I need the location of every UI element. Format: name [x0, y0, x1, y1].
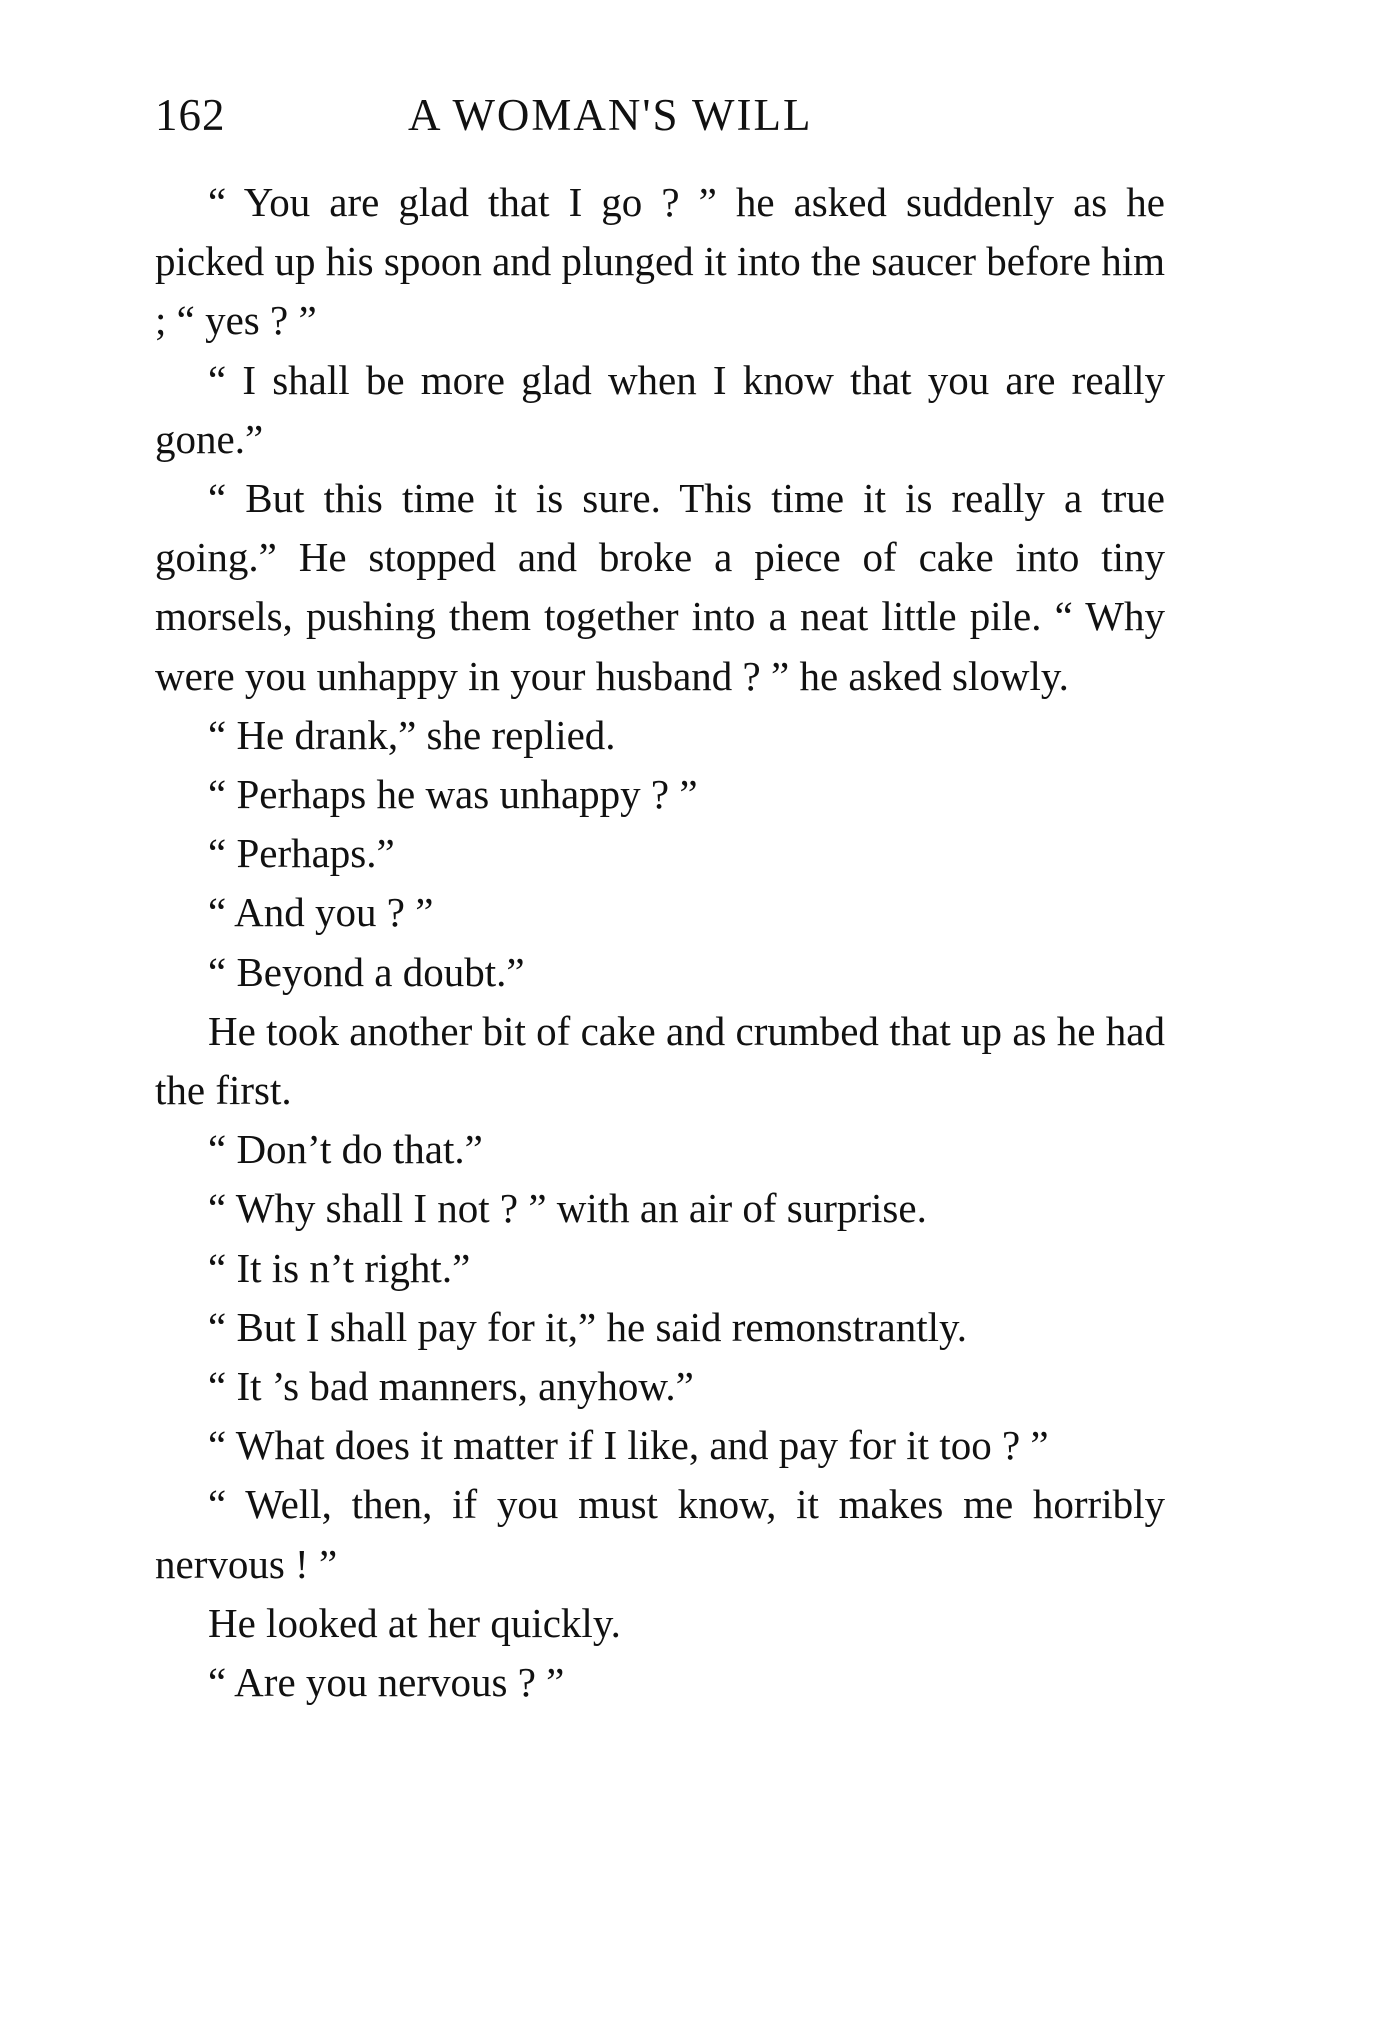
paragraph: “ I shall be more glad when I know that you are really gone.”: [155, 356, 1165, 462]
paragraph: “ Beyond a doubt.”: [208, 948, 525, 995]
paragraph: “ Why shall I not ? ” with an air of surprise.: [208, 1185, 927, 1232]
paragraph: “ And you ? ”: [208, 889, 434, 936]
paragraph: “ Are you nervous ? ”: [208, 1659, 565, 1706]
page-header: [155, 85, 1165, 145]
paragraph: “ He drank,” she replied.: [208, 711, 616, 758]
running-title: A WOMAN'S WILL: [408, 90, 813, 140]
paragraph: “ Well, then, if you must know, it makes me horribly nervous ! ”: [155, 1481, 1165, 1587]
paragraph: “ Don’t do that.”: [208, 1126, 483, 1173]
paragraph: “ Perhaps he was unhappy ? ”: [208, 771, 698, 818]
paragraph: “ What does it matter if I like, and pay for it too ? ”: [208, 1422, 1049, 1469]
paragraph: “ But I shall pay for it,” he said remonstrantly.: [208, 1303, 968, 1350]
paragraph: “ It is n’t right.”: [208, 1244, 471, 1291]
paragraph: He looked at her quickly.: [208, 1599, 621, 1646]
paragraph: “ Perhaps.”: [208, 830, 395, 877]
body-text: [155, 173, 1165, 1712]
paragraph: “ But this time it is sure. This time it is really a true going.” He stopped and broke a piece of cake into tiny morsels, pushing them together into a neat little pile. “ Why were you unhappy in your husband ? ” he asked slowly.: [155, 475, 1165, 699]
page-number: 162: [155, 90, 226, 140]
paragraph: “ It ’s bad manners, anyhow.”: [208, 1363, 694, 1410]
paragraph: “ You are glad that I go ? ” he asked suddenly as he picked up his spoon and plunged it into the saucer before him ; “ yes ? ”: [155, 179, 1165, 344]
paragraph: He took another bit of cake and crumbed that up as he had the first.: [155, 1007, 1165, 1114]
